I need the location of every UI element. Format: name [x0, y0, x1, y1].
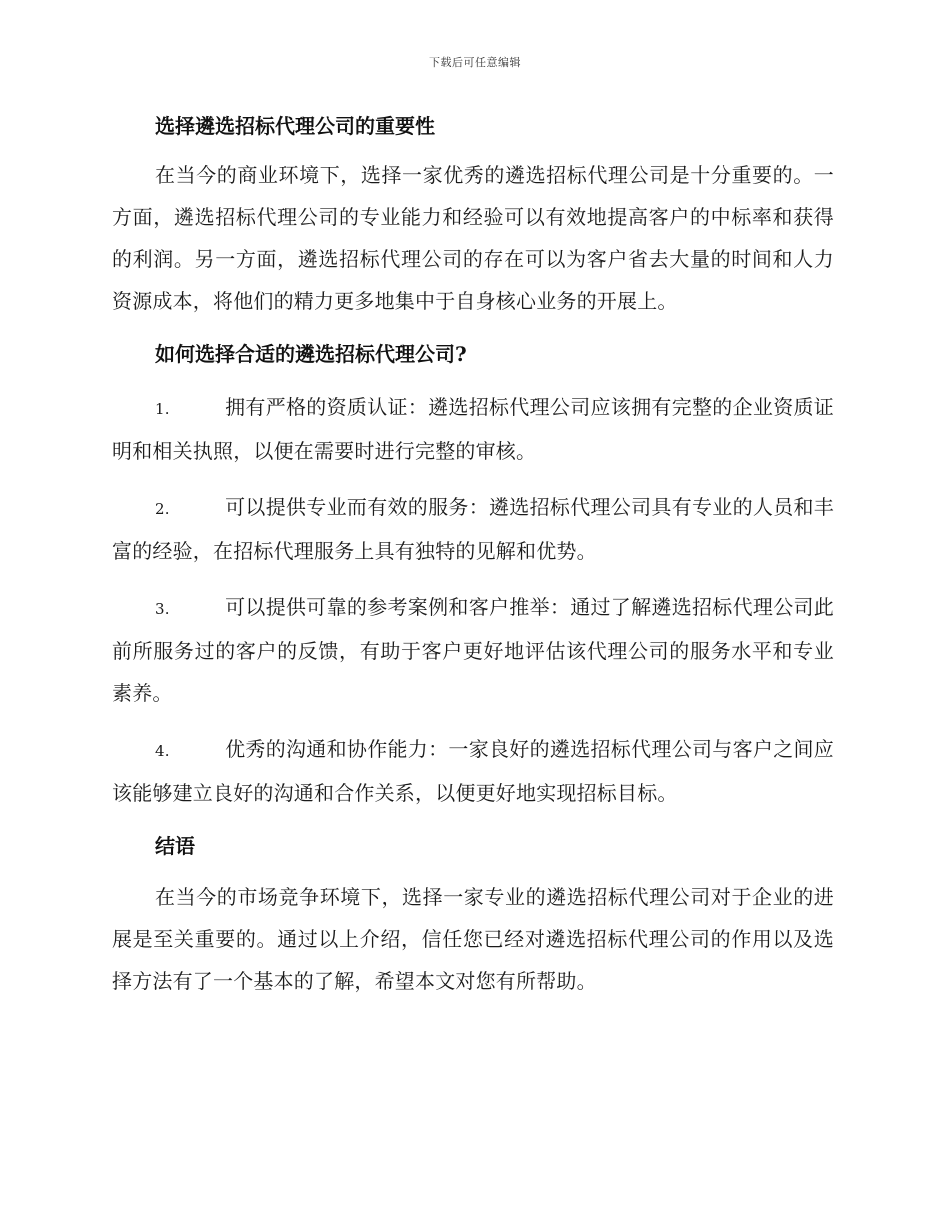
- list-item-text: 优秀的沟通和协作能力：一家良好的遴选招标代理公司与客户之间应该能够建立良好的沟通和合作关系，以便更好地实现招标目标。: [112, 737, 834, 805]
- header-note: 下载后可任意编辑: [429, 56, 521, 69]
- section-heading-how-to-choose: 如何选择合适的遴选招标代理公司?: [155, 342, 467, 366]
- list-item: [112, 728, 834, 814]
- document-body: [112, 110, 834, 1002]
- section-heading-importance: 选择遴选招标代理公司的重要性: [155, 114, 435, 138]
- list-item-number: 1.: [155, 400, 170, 418]
- list-item-number: 2.: [155, 500, 170, 518]
- list-item: [112, 486, 834, 572]
- list-item: [112, 586, 834, 714]
- list-item-text: 可以提供专业而有效的服务：遴选招标代理公司具有专业的人员和丰富的经验，在招标代理服务上具有独特的见解和优势。: [112, 495, 834, 563]
- paragraph-conclusion: 在当今的市场竞争环境下，选择一家专业的遴选招标代理公司对于企业的进展是至关重要的。通过以上介绍，信任您已经对遴选招标代理公司的作用以及选择方法有了一个基本的了解，希望本文对您有所帮助。: [112, 885, 834, 993]
- paragraph-importance: 在当今的商业环境下，选择一家优秀的遴选招标代理公司是十分重要的。一方面，遴选招标代理公司的专业能力和经验可以有效地提高客户的中标率和获得的利润。另一方面，遴选招标代理公司的存在可以为客户省去大量的时间和人力资源成本，将他们的精力更多地集中于自身核心业务的开展上。: [112, 163, 834, 313]
- list-item-number: 4.: [155, 742, 170, 760]
- list-item: [112, 386, 834, 472]
- list-item-number: 3.: [155, 600, 170, 618]
- section-heading-conclusion: 结语: [155, 834, 195, 858]
- list-item-text: 可以提供可靠的参考案例和客户推举：通过了解遴选招标代理公司此前所服务过的客户的反馈，有助于客户更好地评估该代理公司的服务水平和专业素养。: [112, 595, 834, 705]
- list-item-text: 拥有严格的资质认证：遴选招标代理公司应该拥有完整的企业资质证明和相关执照，以便在需要时进行完整的审核。: [112, 395, 834, 463]
